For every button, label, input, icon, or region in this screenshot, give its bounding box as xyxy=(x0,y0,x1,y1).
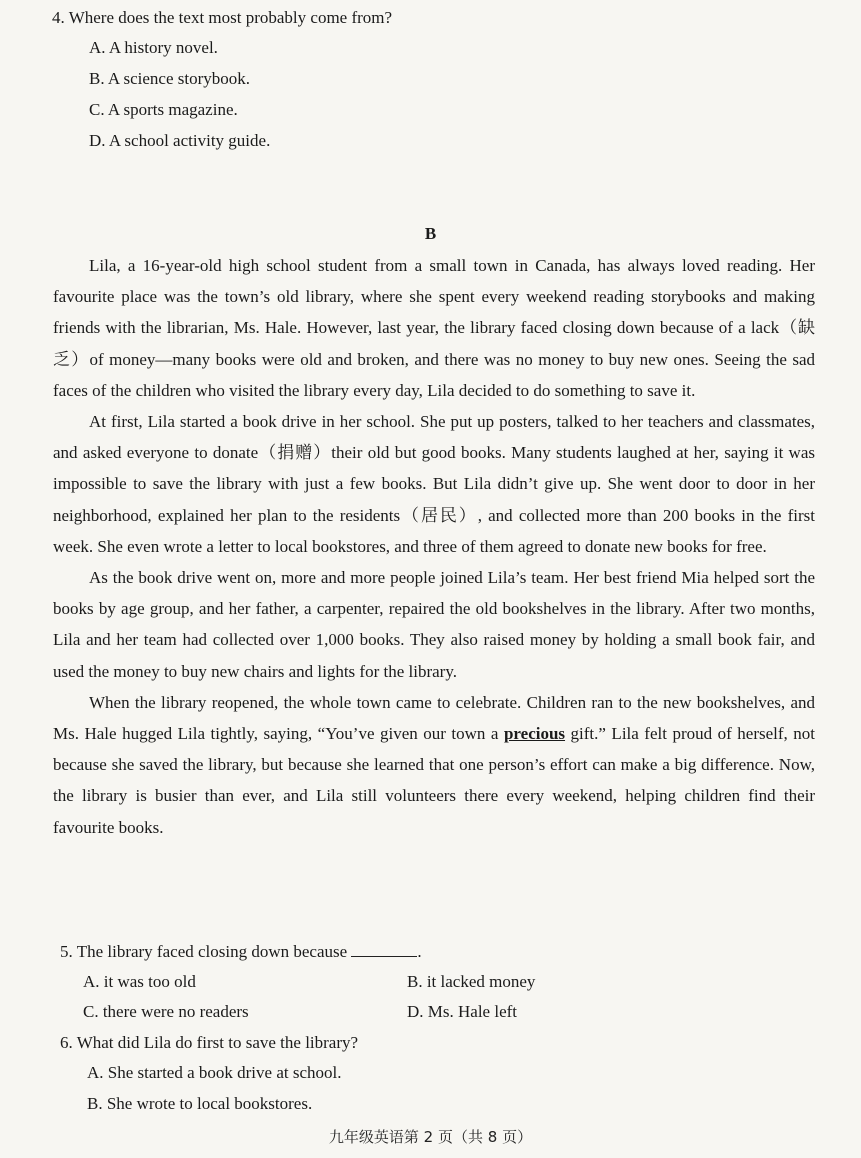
question-5-stem-end: . xyxy=(417,942,422,961)
passage xyxy=(53,250,815,843)
question-5-option-c: C. there were no readers xyxy=(83,1002,249,1021)
question-4-stem: 4. Where does the text most probably come from? xyxy=(52,8,393,27)
passage-paragraph-1: Lila, a 16-year-old high school student from a small town in Canada, has always loved reading. Her favourite place was the town’s old library, where she spent every weekend reading storybooks and making friends with the librarian, Ms. Hale. However, last year, the library faced closing down because of a lack（缺乏）of money—many books were old and broken, and there was no money to buy new ones. Seeing the sad faces of the children who visited the library every day, Lila decided to do something to save it. xyxy=(53,256,815,400)
question-6-option-a: A. She started a book drive at school. xyxy=(87,1063,342,1082)
page-footer: 九年级英语第 2 页（共 8 页） xyxy=(328,1128,533,1146)
question-5-option-d: D. Ms. Hale left xyxy=(407,1002,518,1021)
question-6-option-b: B. She wrote to local bookstores. xyxy=(87,1094,313,1113)
question-4-option-b: B. A science storybook. xyxy=(89,69,251,88)
answer-blank xyxy=(351,942,417,957)
question-4-option-d: D. A school activity guide. xyxy=(89,131,271,150)
passage-paragraph-3: As the book drive went on, more and more people joined Lila’s team. Her best friend Mia helped sort the books by age group, and her father, a carpenter, repaired the old bookshelves in the library. After two months, Lila and her team had collected over 1,000 books. They also raised money by holding a small book fair, and used the money to buy new chairs and lights for the library. xyxy=(53,568,815,681)
question-6-stem: 6. What did Lila do first to save the library? xyxy=(60,1033,359,1052)
passage-paragraph-4 xyxy=(53,687,815,843)
paragraph-4-text-after: gift.” Lila felt proud of herself, not because she saved the library, but because she learned that one person’s effort can make a big difference. Now, the library is busier than ever, and Lila still volunteers there every weekend, helping children find their favourite books. xyxy=(53,724,815,837)
paragraph-4-text-before: When the library reopened, the whole town came to celebrate. Children ran to the new bookshelves, and Ms. Hale hugged Lila tightly, saying, “You’ve given our town a xyxy=(53,692,815,744)
passage-paragraph-2: At first, Lila started a book drive in her school. She put up posters, talked to her teachers and classmates, and asked everyone to donate（捐赠）their old but good books. Many students laughed at her, saying it was impossible to save the library with just a few books. But Lila didn’t give up. She went door to door in her neighborhood, explained her plan to the residents（居民）, and collected more than 200 books in the first week. She even wrote a letter to local bookstores, and three of them agreed to donate new books for free. xyxy=(53,412,815,556)
question-5-option-b: B. it lacked money xyxy=(407,972,536,991)
underlined-word: precious xyxy=(503,724,566,744)
question-4-option-c: C. A sports magazine. xyxy=(89,100,238,119)
question-4-option-a: A. A history novel. xyxy=(89,38,218,57)
section-title: B xyxy=(424,224,437,243)
question-5-stem xyxy=(60,942,422,962)
question-5-option-a: A. it was too old xyxy=(83,972,196,991)
question-5-stem-text: 5. The library faced closing down because xyxy=(60,942,348,961)
